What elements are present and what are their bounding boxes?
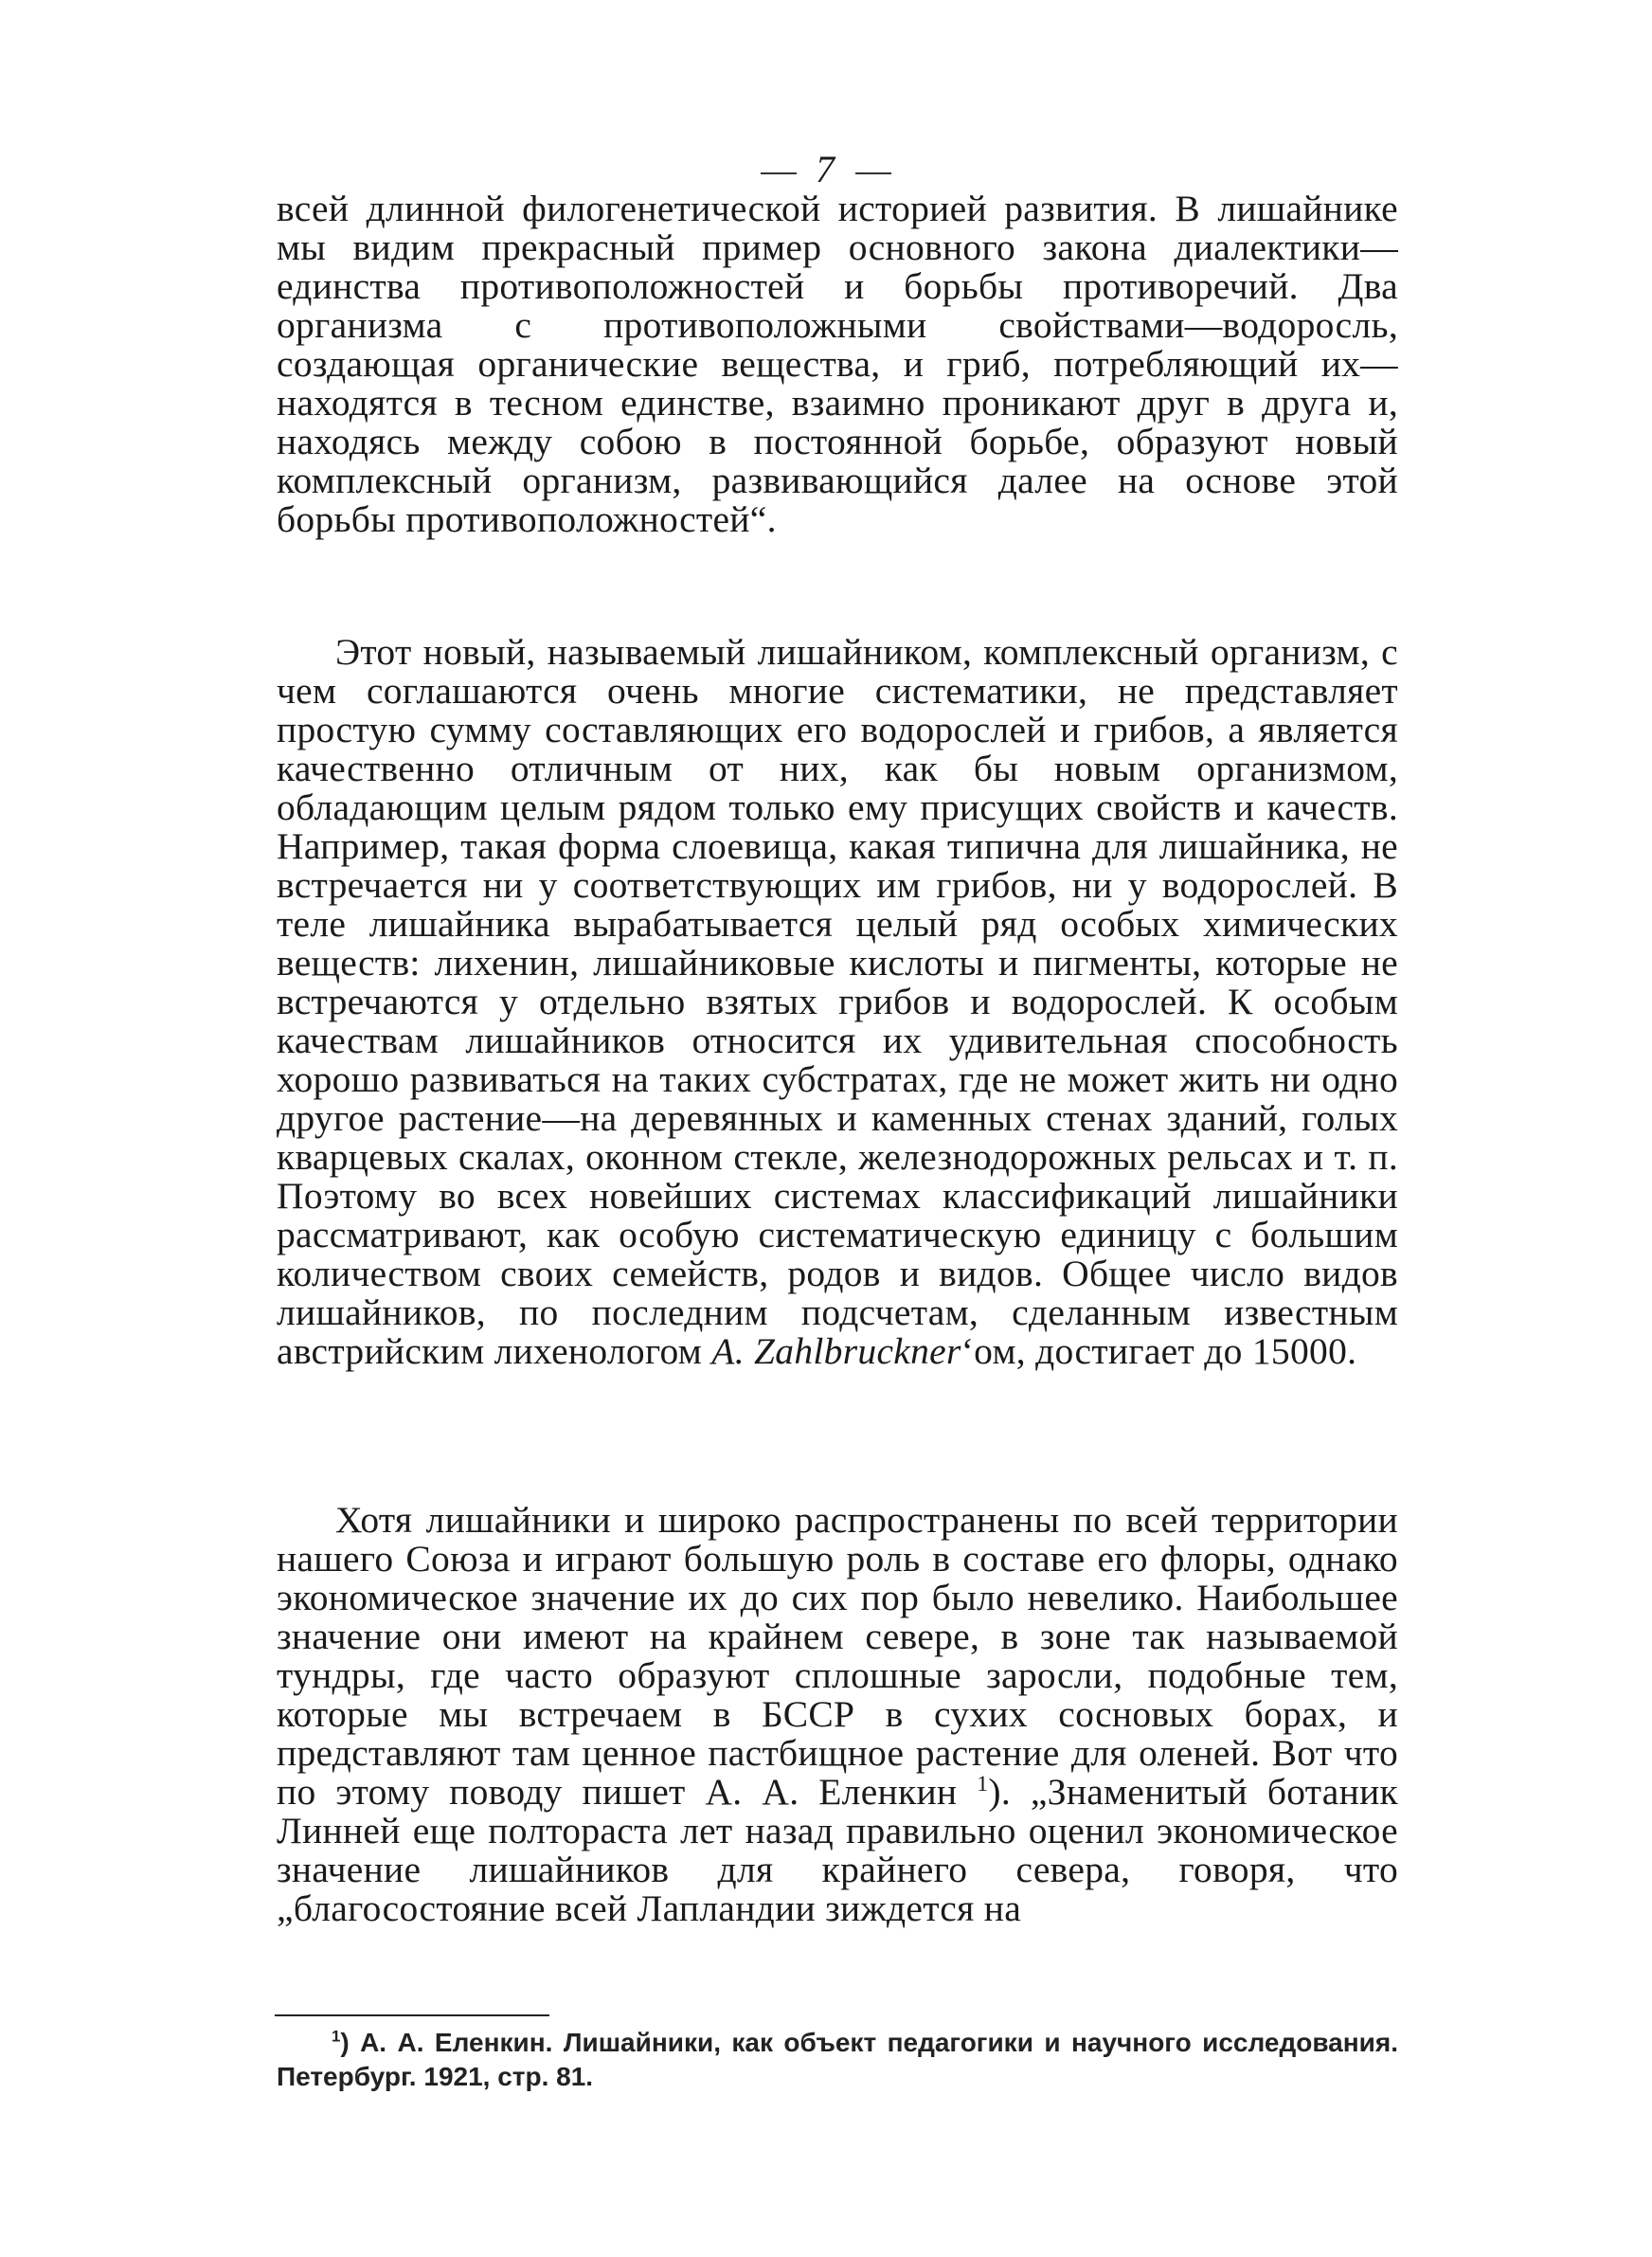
paragraph-2-text — [277, 633, 1398, 1371]
paragraph-3-text — [277, 1501, 1398, 1928]
footnote — [277, 2026, 1398, 2094]
paragraph-2-author: A. Zahlbruckner — [711, 1330, 961, 1372]
paragraph-1 — [277, 190, 1398, 539]
footnote-reference: 1 — [977, 1771, 989, 1797]
paragraph-3 — [277, 1501, 1398, 1928]
paragraph-3-main: Хотя лишайники и широко распространены по всей территории нашего Союза и играют большую роль в составе его флоры, однако экономическое значение их до сих пор было невелико. Наибольшее значение они имеют на крайнем севере, в зоне так называемой тундры, где часто образуют сплошные заросли, подобные тем, которые мы встречаем в БССР в сухих сосновых борах, и представляют там ценное пастбищное растение для оленей. Вот что по этому поводу пишет А. А. Еленкин — [277, 1499, 1398, 1813]
paragraph-2 — [277, 633, 1398, 1371]
paragraph-2-main: Этот новый, называемый лишайником, комплексный организм, с чем соглашаются очень многие систематики, не представляет простую сумму составляющих его водорослей и грибов, а является качественно отличным от них, как бы новым организмом, обладающим целым рядом только ему присущих свойств и качеств. Например, такая форма слоевища, какая типична для лишайника, не встречается ни у соответствующих им грибов, ни у водорослей. В теле лишайника вырабатывается целый ряд особых химических веществ: лихенин, лишайниковые кислоты и пигменты, которые не встречаются у отдельно взятых грибов и водорослей. К особым качествам лишайников относится их удивительная способность хорошо развиваться на таких субстратах, где не может жить ни одно другое растение—на деревянных и каменных стенах зданий, голых кварцевых скалах, оконном стекле, железнодорожных рельсах и т. п. Поэтому во всех новейших системах классификаций лишайники рассматривают, как особую систематическую единицу с большим количеством своих семейств, родов и видов. Общее число видов лишайников, по последним подсчетам, сделанным известным австрийским лихенологом — [277, 631, 1398, 1372]
page-number-dash-right — [855, 172, 891, 174]
page-number-value: 7 — [816, 148, 836, 190]
paragraph-3-tail: ). „Знаменитый ботаник Линней еще полтораста лет назад правильно оценил экономическое значение лишайников для крайнего севера, говоря, что „благосостояние всей Лапландии зиждется на — [277, 1771, 1398, 1929]
page-number-dash-left — [761, 172, 797, 174]
footnote-marker: 1 — [332, 2027, 341, 2046]
paragraph-1-text: всей длинной филогенетической историей развития. В лишайнике мы видим прекрасный пример основного закона диалектики—единства противоположностей и борьбы противоречий. Два организма с противоположными свойствами—водоросль, создающая органические вещества, и гриб, потребляющий их—находятся в тесном единстве, взаимно проникают друг в друга и, находясь между собою в постоянной борьбе, образуют новый комплексный организм, развивающийся далее на основе этой борьбы противоположностей“. — [277, 188, 1398, 540]
footnote-divider — [275, 2014, 549, 2016]
footnote-text: ) А. А. Еленкин. Лишайники, как объект педагогики и научного исследования. Петербург. 1921, стр. 81. — [277, 2028, 1398, 2091]
paragraph-2-tail: ‘ом, достигает до 15000. — [961, 1330, 1357, 1372]
page-number — [0, 147, 1652, 191]
